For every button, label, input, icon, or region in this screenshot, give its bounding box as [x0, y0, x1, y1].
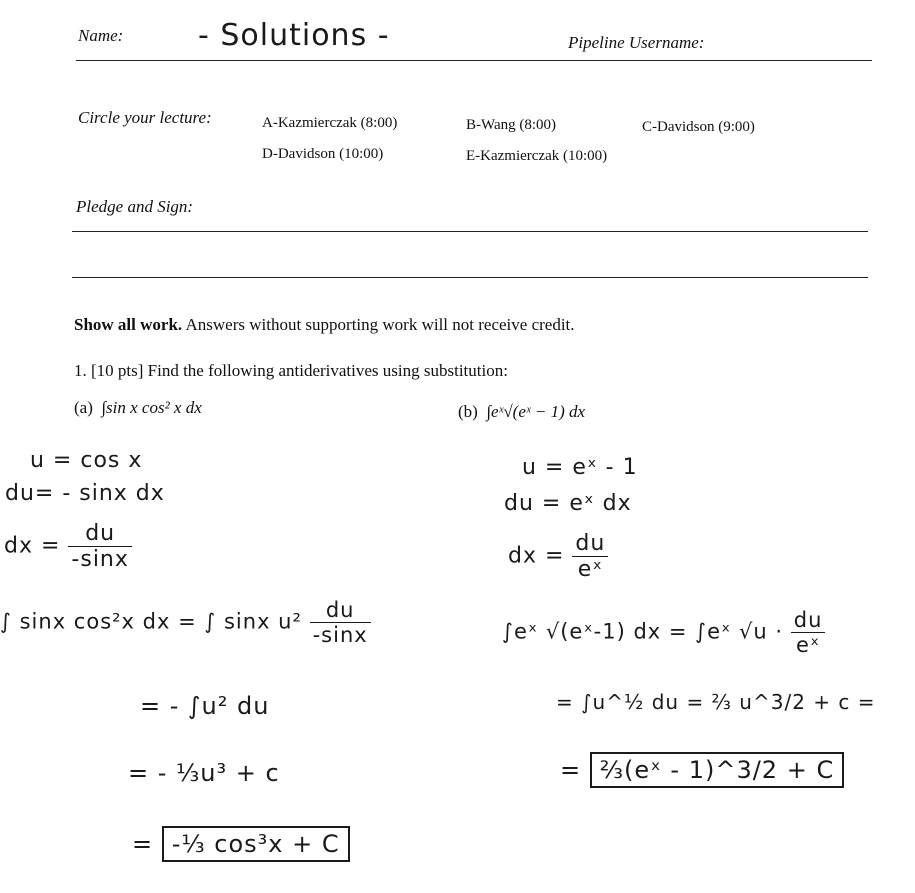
sol-b-line1: u = eˣ - 1	[522, 455, 638, 480]
pledge-line-1	[72, 231, 868, 232]
sol-a-line4-num: du	[310, 598, 371, 623]
sol-a-line6: = - ⅓u³ + c	[128, 759, 280, 787]
pledge-label: Pledge and Sign:	[76, 197, 194, 216]
sol-b-line3-lhs: dx =	[508, 543, 565, 569]
part-a-expression: ∫sin x cos² x dx	[101, 398, 202, 417]
sol-b-answer-box: ⅔(eˣ - 1)^3/2 + C	[590, 752, 844, 788]
sol-b-line4-lhs: ∫eˣ √(eˣ-1) dx = ∫eˣ √u ·	[502, 619, 784, 644]
instructions-bold: Show all work.	[74, 315, 183, 334]
sol-b-line4-fraction	[791, 608, 826, 657]
name-value: - Solutions -	[198, 18, 390, 53]
sol-a-line4	[0, 598, 371, 647]
part-b-label: (b)	[458, 402, 478, 421]
sol-b-line4-den: eˣ	[795, 633, 821, 657]
name-line	[76, 60, 872, 61]
lecture-option-b[interactable]: B-Wang (8:00)	[466, 117, 557, 133]
sol-a-answer-box: -⅓ cos³x + C	[162, 826, 350, 862]
sol-b-line3-den: eˣ	[577, 557, 604, 582]
sol-a-line7-eq: =	[132, 830, 154, 858]
part-a-label: (a)	[74, 398, 93, 417]
lecture-option-e[interactable]: E-Kazmierczak (10:00)	[466, 148, 608, 164]
pipeline-label: Pipeline Username:	[568, 33, 705, 52]
sol-a-line5: = - ∫u² du	[140, 692, 270, 720]
pledge-line-2	[72, 277, 868, 278]
part-a	[74, 398, 202, 418]
sol-b-line6-eq: =	[560, 756, 582, 784]
sol-a-line3-num: du	[68, 521, 131, 547]
lecture-option-a[interactable]: A-Kazmierczak (8:00)	[262, 115, 398, 131]
sol-b-line5: = ∫u^½ du = ⅔ u^3/2 + c =	[556, 690, 876, 714]
instructions-rest: Answers without supporting work will not receive credit.	[182, 315, 575, 334]
sol-a-line3-lhs: dx =	[4, 533, 61, 559]
sol-a-line4-fraction	[310, 598, 371, 647]
sol-a-line3-fraction	[68, 521, 131, 572]
sol-b-line6	[560, 756, 844, 784]
instructions	[74, 315, 575, 335]
sol-b-line2: du = eˣ dx	[504, 491, 632, 516]
part-b-expression: ∫eˣ√(eˣ − 1) dx	[486, 402, 586, 421]
sol-a-line7	[132, 830, 350, 858]
sol-a-line4-lhs: ∫ sinx cos²x dx = ∫ sinx u²	[0, 609, 302, 634]
sol-b-line3-num: du	[572, 531, 608, 557]
sol-a-line3	[4, 521, 132, 572]
sol-a-line2	[5, 481, 165, 506]
sol-b-line3-fraction	[572, 531, 608, 582]
sol-b-line3	[508, 531, 608, 582]
sol-a-line1: u = cos x	[30, 448, 143, 473]
sol-a-line2-lhs: du=	[5, 481, 55, 506]
sol-a-line3-den: -sinx	[71, 547, 129, 572]
sol-b-line4-num: du	[791, 608, 826, 633]
lecture-label: Circle your lecture:	[78, 108, 212, 127]
sol-a-line2-rhs: - sinx dx	[62, 481, 165, 506]
sol-b-line4	[502, 608, 825, 657]
name-label: Name:	[78, 26, 124, 45]
lecture-option-d[interactable]: D-Davidson (10:00)	[262, 146, 384, 162]
sol-a-line4-den: -sinx	[312, 623, 368, 647]
problem-title: 1. [10 pts] Find the following antiderivatives using substitution:	[74, 361, 508, 380]
part-b	[458, 402, 585, 422]
lecture-option-c[interactable]: C-Davidson (9:00)	[642, 119, 755, 135]
